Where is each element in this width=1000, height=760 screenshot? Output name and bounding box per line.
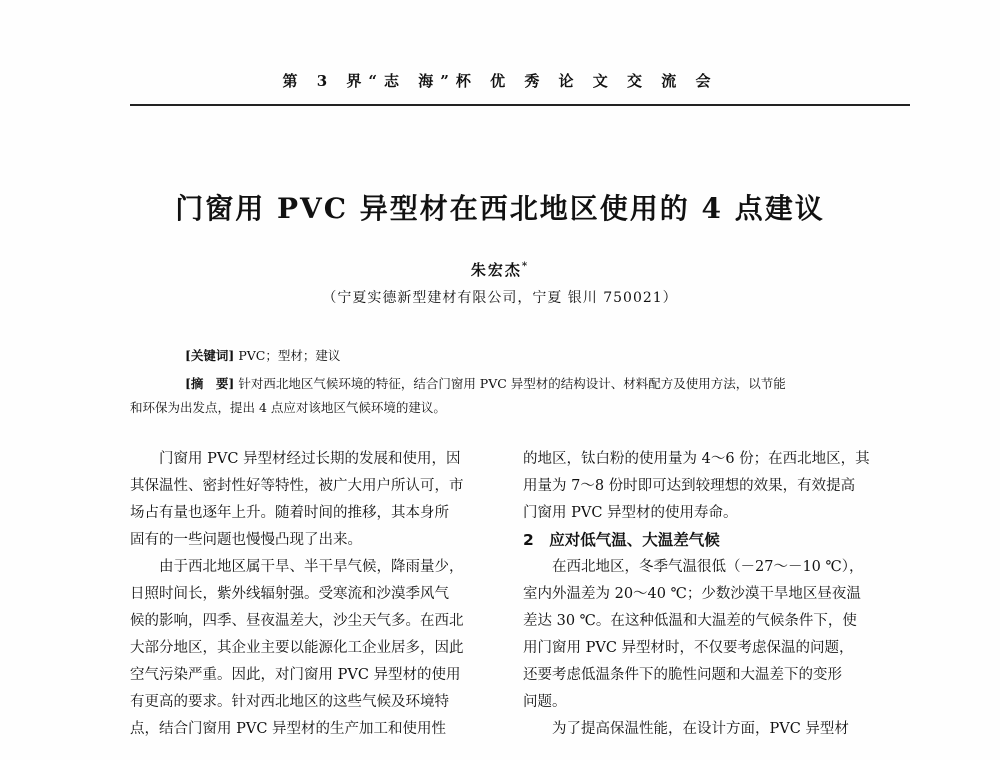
body-line: 用门窗用 PVC 异型材时，不仅要考虑保温的问题， xyxy=(523,640,854,656)
body-line: 场占有量也逐年上升。随着时间的推移，其本身所 xyxy=(130,505,449,521)
body-line: 日照时间长，紫外线辐射强。受寒流和沙漠季风气 xyxy=(130,586,449,602)
keywords-text: PVC；型材；建议 xyxy=(238,348,341,363)
keywords-label: [关键词] xyxy=(185,348,235,363)
author-name: 朱宏杰 xyxy=(470,261,522,279)
header-rule xyxy=(130,104,910,106)
body-line: 为了提高保温性能，在设计方面，PVC 异型材 xyxy=(552,721,849,737)
body-line: 由于西北地区属干旱、半干旱气候，降雨量少， xyxy=(159,559,464,575)
body-column-right xyxy=(523,446,913,743)
body-line: 大部分地区，其企业主要以能源化工企业居多，因此 xyxy=(130,640,464,656)
section-heading: 2 应对低气温、大温差气候 xyxy=(523,531,720,549)
body-line: 门窗用 PVC 异型材经过长期的发展和使用，因 xyxy=(159,451,461,467)
body-column-left xyxy=(130,446,500,743)
body-line: 点，结合门窗用 PVC 异型材的生产加工和使用性 xyxy=(130,721,447,737)
body-line: 门窗用 PVC 异型材的使用寿命。 xyxy=(523,505,738,521)
keywords-line xyxy=(185,346,340,364)
body-line: 的地区，钛白粉的使用量为 4～6 份；在西北地区，其 xyxy=(523,451,870,467)
conference-header: 第 3 界“志 海”杯 优 秀 论 文 交 流 会 xyxy=(282,72,718,90)
body-line: 有更高的要求。针对西北地区的这些气候及环境特 xyxy=(130,694,449,710)
affiliation: （宁夏实德新型建材有限公司，宁夏 银川 750021） xyxy=(322,290,678,306)
body-line: 室内外温差为 20～40 ℃；少数沙漠干旱地区昼夜温 xyxy=(523,586,861,602)
abstract-label: [摘 要] xyxy=(185,376,235,391)
body-line: 还要考虑低温条件下的脆性问题和大温差下的变形 xyxy=(523,667,842,683)
body-line: 差达 30 ℃。在这种低温和大温差的气候条件下，使 xyxy=(523,613,857,629)
body-line: 用量为 7～8 份时即可达到较理想的效果，有效提高 xyxy=(523,478,856,494)
abstract-line-2: 和环保为出发点，提出 4 点应对该地区气候环境的建议。 xyxy=(130,400,446,415)
author-footnote-mark: * xyxy=(521,261,530,272)
abstract-line-1 xyxy=(185,374,786,392)
body-line: 固有的一些问题也慢慢凸现了出来。 xyxy=(130,532,362,548)
author-line xyxy=(0,259,1000,280)
body-line: 其保温性、密封性好等特性，被广大用户所认可，市 xyxy=(130,478,464,494)
article-title: 门窗用 PVC 异型材在西北地区使用的 4 点建议 xyxy=(175,192,825,225)
abstract-text-1: 针对西北地区气候环境的特征，结合门窗用 PVC 异型材的结构设计、材料配方及使用方法，以节能 xyxy=(238,376,786,391)
body-line: 候的影响，四季、昼夜温差大，沙尘天气多。在西北 xyxy=(130,613,464,629)
body-line: 问题。 xyxy=(523,694,567,710)
body-line: 空气污染严重。因此，对门窗用 PVC 异型材的使用 xyxy=(130,667,461,683)
body-line: 在西北地区，冬季气温很低（－27～－10 ℃）， xyxy=(552,559,864,575)
